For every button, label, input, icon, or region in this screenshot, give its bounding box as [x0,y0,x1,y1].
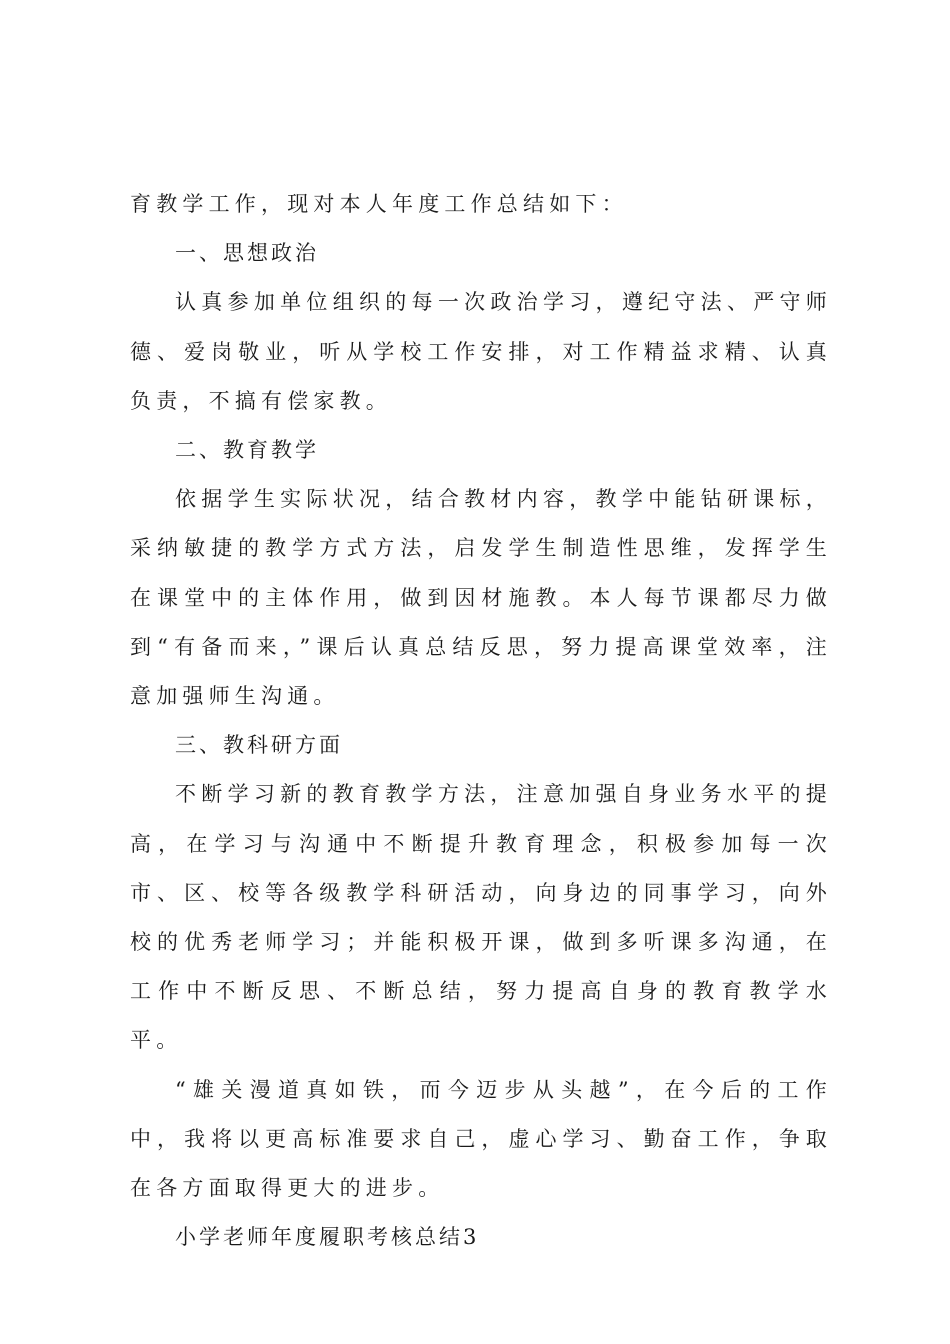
next-section-title: 小学老师年度履职考核总结3 [175,1225,480,1250]
section-heading-research: 三、教科研方面 [175,733,343,758]
intro-continuation-paragraph: 育教学工作，现对本人年度工作总结如下： [130,192,628,216]
teaching-paragraph: 依据学生实际状况，结合教材内容，教学中能钻研课标，采纳敏捷的教学方式方法，启发学生制造性思维，发挥学生在课堂中的主体作用，做到因材施教。本人每节课都尽力做到“有备而来，”课后认真总结反思，努力提高课堂效率，注意加强师生沟通。 [130,487,832,709]
section-heading-teaching: 二、教育教学 [175,438,319,463]
document-body [130,180,832,1262]
politics-paragraph: 认真参加单位组织的每一次政治学习，遵纪守法、严守师德、爱岗敬业，听从学校工作安排，对工作精益求精、认真负责，不搞有偿家教。 [130,290,832,413]
research-paragraph: 不断学习新的教育教学方法，注意加强自身业务水平的提高，在学习与沟通中不断提升教育理念，积极参加每一次市、区、校等各级教学科研活动，向身边的同事学习，向外校的优秀老师学习；并能积极开课，做到多听课多沟通，在工作中不断反思、不断总结，努力提高自身的教育教学水平。 [130,782,832,1053]
section-heading-politics: 一、思想政治 [175,241,319,266]
closing-paragraph: “雄关漫道真如铁，而今迈步从头越”，在今后的工作中，我将以更高标准要求自己，虚心学习、勤奋工作，争取在各方面取得更大的进步。 [130,1077,832,1201]
